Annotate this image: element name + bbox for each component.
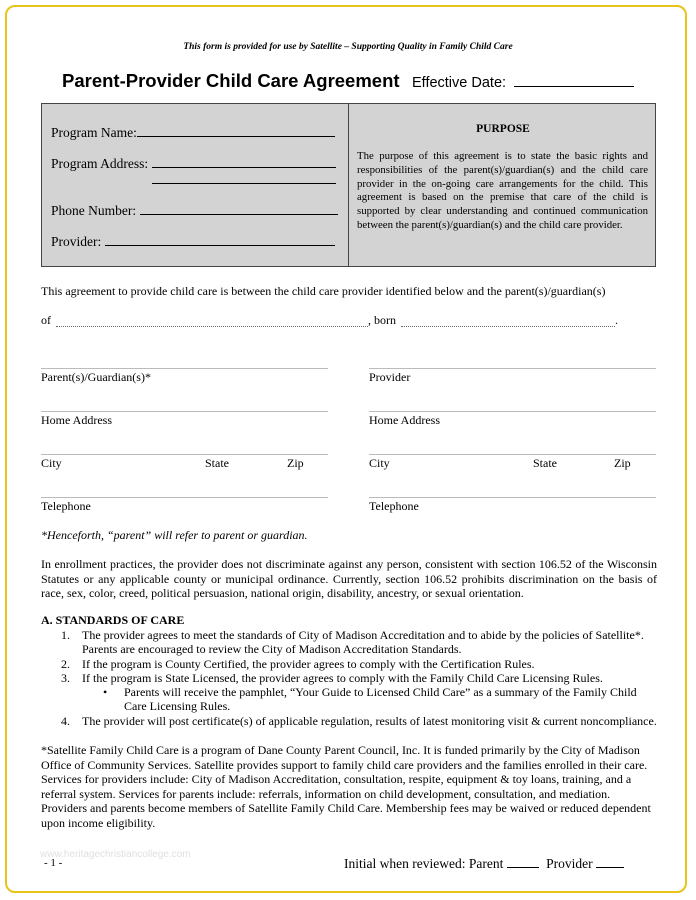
- list-item-text: If the program is State Licensed, the provider agrees to comply with the Family Child Care Licensing Rules.: [82, 670, 603, 685]
- purpose-text: The purpose of this agreement is to state the basic rights and responsibilities of the parent(s)/guardian(s) and the child care provider in the on-going care arrangements for the child. This agreement is based on the premise that care of the child is supported by clear understanding and continued communication between the parent(s)/guardian(s) and the child care provider.: [357, 150, 648, 231]
- provider-city-line[interactable]: [369, 454, 656, 455]
- bullet-icon: •: [103, 685, 108, 700]
- initial-parent-field[interactable]: [507, 855, 539, 868]
- initial-parent-label: Parent: [468, 856, 504, 871]
- agreement-intro: This agreement to provide child care is between the child care provider identified below and the parent(s)/guardian(s): [41, 284, 606, 298]
- enrollment-paragraph: In enrollment practices, the provider does not discriminate against any person, consistent with section 106.52 of the Wisconsin Statutes or any applicable county or municipal ordinance. Currently, section 106.52 prohibits discrimination on the basis of race, sex, color, creed, political persuasion, national origin, disability, ancestry, or sexual orientation.: [41, 557, 657, 601]
- provider-address-label: Home Address: [369, 413, 440, 427]
- parent-telephone-line[interactable]: [41, 497, 328, 498]
- provider-name-line[interactable]: [369, 368, 656, 369]
- initial-provider-field[interactable]: [596, 855, 624, 868]
- page-number: - 1 -: [44, 857, 63, 869]
- list-item: [41, 671, 657, 685]
- provider-row: [51, 233, 335, 250]
- standards-list: [41, 628, 657, 728]
- phone-number-field[interactable]: [140, 202, 338, 215]
- parent-address-label: Home Address: [41, 413, 112, 427]
- parent-city-line[interactable]: [41, 454, 328, 455]
- provider-state-label: State: [533, 456, 557, 470]
- child-name-field[interactable]: [56, 326, 368, 327]
- provider-telephone-label: Telephone: [369, 499, 419, 513]
- page-title-row: [62, 70, 634, 92]
- provider-address-line[interactable]: [369, 411, 656, 412]
- list-subitem-text: Parents will receive the pamphlet, “Your Guide to Licensed Child Care” as a summary of the Family Child Care Licensing Rules.: [124, 685, 637, 714]
- list-item-text: The provider will post certificate(s) of applicable regulation, results of latest monitoring visit & current noncompliance.: [82, 713, 657, 728]
- program-address-field-2[interactable]: [152, 171, 336, 184]
- parent-zip-label: Zip: [287, 456, 304, 470]
- purpose-title: PURPOSE: [476, 123, 530, 135]
- satellite-footnote: *Satellite Family Child Care is a program of Dane County Parent Council, Inc. It is funded primarily by the City of Madison Office of Community Services. Satellite provides support to family child care providers and the families enrolled in their care. Services for providers include: City of Madison Accreditation, consultation, respite, equipment & toy loans, training, and a referral system. Services for parents include: referrals, information on child development, consultation, and mediation. Providers and parents become members of Satellite Family Child Care. Membership fees may be waived or reduced dependent upon income eligibility.: [41, 743, 651, 830]
- phone-number-row: [51, 202, 338, 219]
- provider-city-label: City: [369, 456, 390, 470]
- watermark: www.heritagechristiancollege.com: [40, 849, 191, 860]
- list-item-number: 4.: [61, 713, 70, 728]
- program-info-box: [41, 103, 656, 267]
- parent-city-label: City: [41, 456, 62, 470]
- born-label: , born: [368, 313, 396, 327]
- effective-date-field[interactable]: [514, 74, 634, 87]
- program-address-row: [51, 155, 336, 172]
- program-name-row: [51, 124, 335, 141]
- list-item: [41, 628, 657, 657]
- list-item-number: 2.: [61, 656, 70, 671]
- phone-number-label: Phone Number:: [51, 203, 137, 218]
- program-name-label: Program Name:: [51, 125, 137, 140]
- list-subitem: [41, 685, 657, 714]
- effective-date-label: Effective Date:: [412, 75, 507, 91]
- of-label: of: [41, 313, 51, 327]
- section-a-title: A. STANDARDS OF CARE: [41, 613, 185, 627]
- list-item-text: The provider agrees to meet the standards of City of Madison Accreditation and to abide by the policies of Satellite*. Parents are encouraged to review the City of Madison Accreditation Standards.: [82, 628, 644, 657]
- provider-label: Provider:: [51, 234, 102, 249]
- provider-field[interactable]: [105, 233, 335, 246]
- provider-zip-label: Zip: [614, 456, 631, 470]
- initial-review-label: Initial when reviewed:: [344, 856, 466, 871]
- initial-provider-label: Provider: [546, 856, 593, 871]
- provider-sig-label: Provider: [369, 370, 411, 384]
- program-name-field[interactable]: [137, 124, 335, 137]
- provider-telephone-line[interactable]: [369, 497, 656, 498]
- initial-review-row: [344, 855, 624, 872]
- list-item: [41, 657, 657, 671]
- list-item-number: 1.: [61, 628, 70, 642]
- birthdate-field[interactable]: [401, 326, 615, 327]
- henceforth-note: *Henceforth, “parent” will refer to parent or guardian.: [41, 528, 308, 542]
- parent-telephone-label: Telephone: [41, 499, 91, 513]
- parent-address-line[interactable]: [41, 411, 328, 412]
- form-provider-note: This form is provided for use by Satellite – Supporting Quality in Family Child Care: [183, 42, 513, 52]
- list-item-number: 3.: [61, 670, 70, 685]
- page-title: Parent-Provider Child Care Agreement: [62, 70, 400, 91]
- parent-name-label: Parent(s)/Guardian(s)*: [41, 370, 151, 384]
- program-address-field-1[interactable]: [152, 155, 336, 168]
- list-item-text: If the program is County Certified, the provider agrees to comply with the Certification Rules.: [82, 656, 535, 671]
- program-address-label: Program Address:: [51, 156, 149, 171]
- program-address-row-2: [152, 171, 336, 188]
- parent-state-label: State: [205, 456, 229, 470]
- parent-name-line[interactable]: [41, 368, 328, 369]
- born-period: .: [615, 313, 618, 327]
- list-item: [41, 714, 657, 728]
